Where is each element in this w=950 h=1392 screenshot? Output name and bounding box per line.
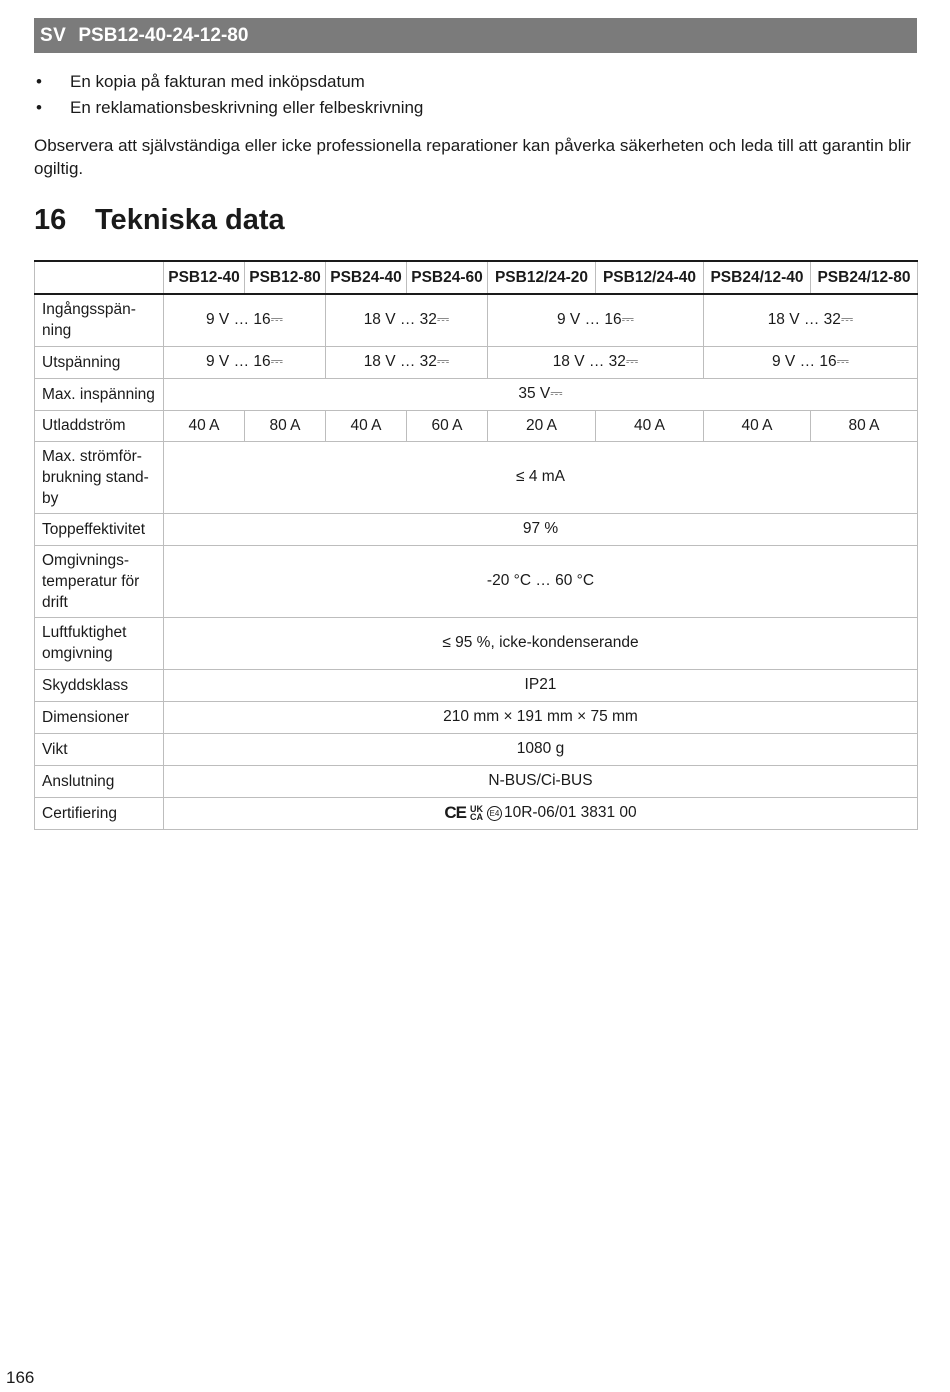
- table-row: [35, 513, 918, 545]
- table-cell: 40 A: [704, 410, 811, 441]
- row-label: Utspänning: [35, 346, 164, 378]
- table-cell: 9 V … 16⎓: [164, 346, 326, 378]
- bullet-list: [34, 70, 423, 122]
- header-empty-cell: [35, 261, 164, 294]
- row-label: Max. strömför-brukning stand-by: [35, 441, 164, 513]
- table-cell: 9 V … 16⎓: [164, 294, 326, 346]
- table-cell: 40 A: [164, 410, 245, 441]
- model-name: PSB12-40-24-12-80: [78, 24, 249, 46]
- table-cell: 80 A: [811, 410, 918, 441]
- table-row: [35, 410, 918, 441]
- section-heading: [34, 204, 285, 237]
- table-cell: ≤ 95 %, icke-kondenserande: [164, 617, 918, 669]
- table-cell: 18 V … 32⎓: [326, 346, 488, 378]
- table-cell: -20 °C … 60 °C: [164, 545, 918, 617]
- page-header: [34, 18, 917, 53]
- certification-number: 10R-06/01 3831 00: [503, 804, 637, 822]
- table-cell: IP21: [164, 669, 918, 701]
- table-row: [35, 797, 918, 829]
- table-cell: [164, 797, 918, 829]
- table-cell: 80 A: [245, 410, 326, 441]
- table-cell: 40 A: [596, 410, 704, 441]
- table-cell: 35 V⎓: [164, 378, 918, 410]
- table-row: [35, 765, 918, 797]
- list-item: • En kopia på fakturan med inköpsdatum: [34, 70, 423, 96]
- column-header: PSB24-60: [407, 261, 488, 294]
- table-row: [35, 733, 918, 765]
- table-cell: 97 %: [164, 513, 918, 545]
- table-row: [35, 294, 918, 346]
- table-row: [35, 441, 918, 513]
- column-header: PSB24/12-40: [704, 261, 811, 294]
- table-cell: 60 A: [407, 410, 488, 441]
- row-label: Omgivnings-temperatur för drift: [35, 545, 164, 617]
- technical-data-table: [34, 260, 918, 830]
- warranty-note: Observera att självständiga eller icke professionella reparationer kan påverka säkerheten och leda till att garantin blir ogiltig.: [34, 136, 911, 178]
- row-label: Vikt: [35, 733, 164, 765]
- table-cell: 18 V … 32⎓: [326, 294, 488, 346]
- ce-mark-icon: CE: [444, 803, 466, 822]
- table-row: [35, 545, 918, 617]
- table-row: [35, 378, 918, 410]
- row-label: Anslutning: [35, 765, 164, 797]
- row-label: Toppeffektivitet: [35, 513, 164, 545]
- row-label: Luftfuktighet omgivning: [35, 617, 164, 669]
- table-cell: 18 V … 32⎓: [704, 294, 918, 346]
- table-cell: 9 V … 16⎓: [704, 346, 918, 378]
- e-mark-icon: E4: [487, 806, 502, 821]
- row-label: Certifiering: [35, 797, 164, 829]
- row-label: Max. inspänning: [35, 378, 164, 410]
- table-cell: 9 V … 16⎓: [488, 294, 704, 346]
- language-code: SV: [40, 24, 67, 46]
- row-label: Utladdström: [35, 410, 164, 441]
- table-cell: 40 A: [326, 410, 407, 441]
- table-cell: N-BUS/Ci-BUS: [164, 765, 918, 797]
- bullet-icon: •: [36, 98, 42, 117]
- bullet-icon: •: [36, 72, 42, 91]
- table-row: [35, 346, 918, 378]
- column-header: PSB12/24-20: [488, 261, 596, 294]
- table-row: [35, 669, 918, 701]
- table-cell: ≤ 4 mA: [164, 441, 918, 513]
- table-row: [35, 701, 918, 733]
- column-header: PSB12-40: [164, 261, 245, 294]
- table-cell: 20 A: [488, 410, 596, 441]
- section-number: 16: [34, 204, 67, 236]
- certification-marks: [444, 803, 502, 823]
- table-cell: 210 mm × 191 mm × 75 mm: [164, 701, 918, 733]
- list-item: • En reklamationsbeskrivning eller felbeskrivning: [34, 96, 423, 122]
- row-label: Ingångsspän-ning: [35, 294, 164, 346]
- column-header: PSB12/24-40: [596, 261, 704, 294]
- row-label: Skyddsklass: [35, 669, 164, 701]
- column-header: PSB12-80: [245, 261, 326, 294]
- table-cell: 1080 g: [164, 733, 918, 765]
- page-number: 166: [6, 1368, 35, 1387]
- table-cell: 18 V … 32⎓: [488, 346, 704, 378]
- row-label: Dimensioner: [35, 701, 164, 733]
- section-title-text: Tekniska data: [95, 204, 285, 236]
- ukca-mark-icon: UK CA: [469, 804, 483, 822]
- column-header: PSB24/12-80: [811, 261, 918, 294]
- table-row: [35, 617, 918, 669]
- column-header: PSB24-40: [326, 261, 407, 294]
- table-header-row: [35, 261, 918, 294]
